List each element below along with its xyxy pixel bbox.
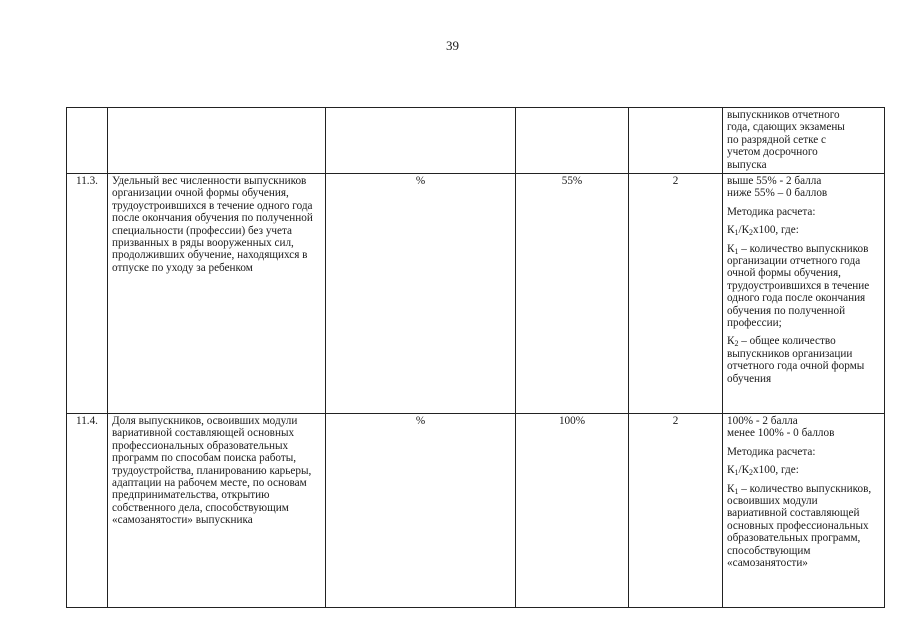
table-row: [67, 414, 885, 608]
method-line: выпуска: [727, 158, 767, 171]
formula: $К_1/К_2х100$, где:: [727, 464, 799, 478]
method-title: Методика расчета:: [727, 445, 816, 458]
points: [629, 108, 723, 174]
method-line: по разрядной сетке с: [727, 133, 826, 146]
formula: $К_1/К_2х100$, где:: [727, 224, 799, 238]
unit: %: [326, 414, 516, 608]
table-row: [67, 174, 885, 414]
k2-definition: $К_2$ – общее количество выпускников организации отчетного года очной формы обучения: [727, 335, 865, 385]
row-number: [67, 108, 108, 174]
k1-definition: $К_1$ – количество выпускников, освоивших модули вариативной составляющей основных профессиональных образовательных программ, способствующим «самозанятости»: [727, 482, 872, 570]
table-row: [67, 108, 885, 174]
points: 2: [629, 414, 723, 608]
criteria-line: 100% - 2 балла: [727, 415, 798, 427]
indicator-name: Доля выпускников, освоивших модули вариативной составляющей основных профессиональных образовательных программ по способам поиска работы, трудоустройства, планированию карьеры, адаптации на рабочем месте, по основам предпринимательства, открытию собственного дела, способствующим «самозанятости» выпускника: [108, 414, 326, 608]
method-line: выпускников отчетного: [727, 109, 840, 121]
criteria-line: менее 100% - 0 баллов: [727, 427, 835, 440]
page-number: 39: [446, 38, 459, 53]
method-line: учетом досрочного: [727, 146, 818, 159]
target-value: 55%: [516, 174, 629, 414]
indicator-name: Удельный вес численности выпускников организации очной формы обучения, трудоустроившихся в течение одного года после окончания обучения по полученной специальности (профессии) без учета призванных в ряды вооруженных сил, продолживших обучение, находящихся в отпуске по уходу за ребенком: [108, 174, 326, 414]
criteria-line: выше 55% - 2 балла: [727, 175, 822, 187]
criteria-line: ниже 55% – 0 баллов: [727, 187, 828, 200]
unit: %: [326, 174, 516, 414]
row-number: 11.3.: [67, 174, 108, 414]
method-cell: [723, 108, 885, 174]
method-cell: [723, 414, 885, 608]
method-title: Методика расчета:: [727, 205, 816, 218]
row-number: 11.4.: [67, 414, 108, 608]
k1-definition: $К_1$ – количество выпускников организации отчетного года очной формы обучения, трудоустроившихся в течение одного года после окончания обучения по полученной профессии;: [727, 242, 870, 330]
target-value: 100%: [516, 414, 629, 608]
points: 2: [629, 174, 723, 414]
target-value: [516, 108, 629, 174]
method-line: года, сдающих экзамены: [727, 121, 845, 134]
method-cell: [723, 174, 885, 414]
indicator-name: [108, 108, 326, 174]
unit: [326, 108, 516, 174]
criteria-table: [66, 107, 885, 608]
